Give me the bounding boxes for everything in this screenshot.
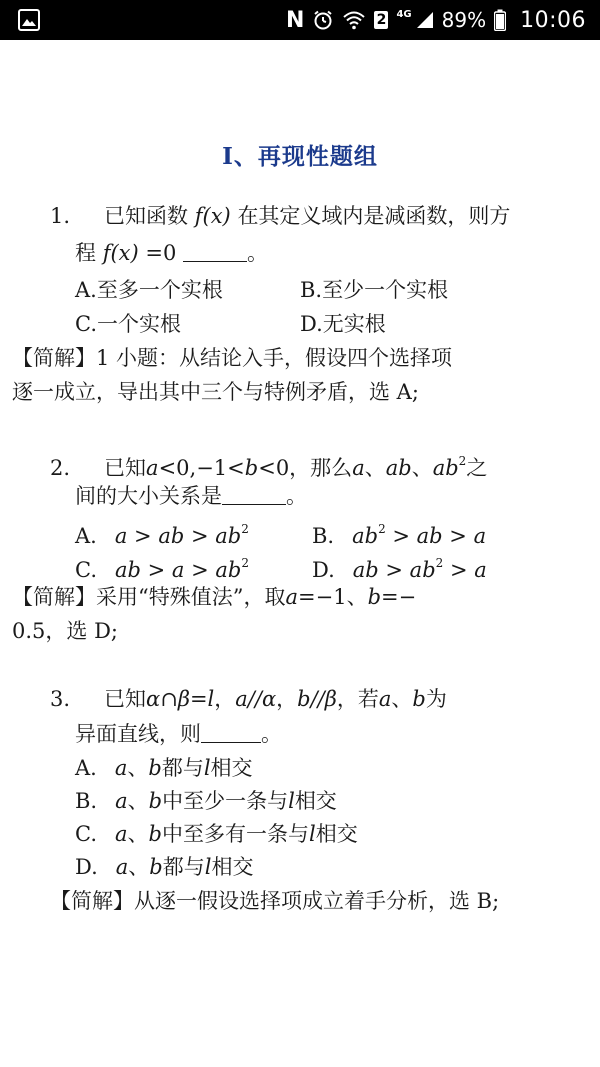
option-text: 、 bbox=[127, 822, 149, 846]
q2-text: 已知 bbox=[104, 456, 147, 480]
q1-equation: =0 bbox=[145, 241, 177, 265]
q2-text: <0,−1< bbox=[158, 456, 245, 480]
math-a: a bbox=[146, 456, 159, 480]
network-type-label: 4G bbox=[396, 8, 412, 20]
math-expr: > ab > a bbox=[385, 524, 487, 548]
sim-slot-icon: 2 bbox=[374, 11, 388, 29]
math-l: l bbox=[204, 855, 212, 879]
q2-line-2 bbox=[75, 481, 307, 511]
q3-text: ， bbox=[276, 687, 298, 711]
math-x: (x) bbox=[202, 204, 231, 228]
alarm-icon bbox=[312, 9, 334, 31]
superscript: 2 bbox=[435, 556, 444, 570]
q3-option-c bbox=[75, 819, 358, 849]
superscript: 2 bbox=[458, 454, 467, 468]
q1-text: 已知函数 bbox=[104, 204, 189, 228]
option-text: 、 bbox=[127, 756, 149, 780]
math-expr: > ab > ab bbox=[127, 524, 242, 548]
option-label: B. bbox=[312, 524, 335, 548]
math-a: a bbox=[352, 456, 365, 480]
q2-option-b bbox=[312, 514, 486, 551]
superscript: 2 bbox=[241, 556, 249, 570]
q2-option-d bbox=[312, 548, 487, 585]
math-l: l bbox=[203, 756, 211, 780]
option-label: A. bbox=[75, 524, 97, 548]
q2-text: 、 bbox=[364, 456, 386, 480]
superscript: 2 bbox=[241, 522, 249, 536]
math-a: a bbox=[115, 855, 129, 879]
q3-text: 为 bbox=[425, 687, 447, 711]
punctuation: 。 bbox=[261, 722, 282, 746]
math-l: l bbox=[308, 822, 316, 846]
math-x: (x) bbox=[110, 241, 139, 265]
option-label: D. bbox=[312, 558, 335, 582]
q1-option-d: D.无实根 bbox=[300, 312, 386, 336]
q3-text: ，若 bbox=[336, 687, 379, 711]
q1-solution-line-1: 【简解】1 小题：从结论入手，假设四个选择项 bbox=[12, 346, 453, 370]
q2-line-1 bbox=[50, 446, 487, 483]
wifi-icon bbox=[342, 10, 366, 30]
option-text: 中至少一条与 bbox=[162, 789, 289, 813]
nfc-icon: N bbox=[286, 7, 305, 33]
math-a: a bbox=[115, 789, 128, 813]
q3-text: 已知 bbox=[104, 687, 147, 711]
clock: 10:06 bbox=[520, 7, 586, 33]
math-expr: ab bbox=[352, 524, 379, 548]
math-f: f bbox=[194, 204, 203, 228]
option-text: 相交 bbox=[210, 756, 253, 780]
math-intersection: α∩β=l bbox=[146, 687, 215, 711]
punctuation: 。 bbox=[286, 484, 307, 508]
status-bar bbox=[0, 0, 600, 40]
answer-blank bbox=[222, 484, 286, 505]
option-label: D. bbox=[75, 855, 98, 879]
q3-text: ， bbox=[214, 687, 236, 711]
q3-text: 异面直线，则 bbox=[75, 722, 201, 746]
solution-text: =−1、 bbox=[298, 585, 368, 609]
math-b: b bbox=[149, 855, 163, 879]
option-label: A. bbox=[75, 756, 97, 780]
math-expr: > a bbox=[443, 558, 487, 582]
option-text: 都与 bbox=[161, 756, 204, 780]
q1-number: 1. bbox=[50, 204, 71, 228]
math-expr: a bbox=[114, 524, 128, 548]
q2-text: 、 bbox=[411, 456, 433, 480]
option-text: 中至多有一条与 bbox=[161, 822, 309, 846]
section-title: Ⅰ、再现性题组 bbox=[222, 143, 378, 170]
option-text: 相交 bbox=[294, 789, 337, 813]
q2-number: 2. bbox=[50, 456, 71, 480]
solution-text: =− bbox=[381, 585, 417, 609]
solution-text: 【简解】采用“特殊值法”，取 bbox=[12, 585, 286, 609]
option-label: C. bbox=[75, 822, 97, 846]
math-ab: ab bbox=[432, 456, 459, 480]
answer-blank bbox=[183, 241, 247, 262]
gallery-notification-icon bbox=[18, 9, 40, 35]
q1-text-cont: 在其定义域内是减函数，则方 bbox=[237, 204, 511, 228]
math-parallel: a//α bbox=[235, 687, 277, 711]
q1-option-b: B.至少一个实根 bbox=[300, 278, 449, 302]
q3-line-1 bbox=[50, 684, 447, 714]
q3-option-d bbox=[75, 852, 253, 882]
q3-line-2 bbox=[75, 719, 282, 749]
q2-text: <0，那么 bbox=[258, 456, 353, 480]
math-b: b bbox=[367, 585, 382, 609]
q3-solution: 【简解】从逐一假设选择项成立着手分析，选 B; bbox=[50, 889, 500, 913]
math-ab: ab bbox=[385, 456, 412, 480]
superscript: 2 bbox=[378, 522, 386, 536]
math-a: a bbox=[114, 756, 128, 780]
option-text: 、 bbox=[128, 855, 150, 879]
q2-text: 间的大小关系是 bbox=[75, 484, 222, 508]
math-l: l bbox=[288, 789, 295, 813]
math-f: f bbox=[102, 241, 111, 265]
option-label: B. bbox=[75, 789, 98, 813]
option-text: 相交 bbox=[211, 855, 254, 879]
q1-line-2 bbox=[75, 238, 268, 268]
math-parallel: b//β bbox=[297, 687, 337, 711]
punctuation: 。 bbox=[247, 241, 269, 265]
q2-option-c bbox=[75, 548, 249, 585]
q3-text: 、 bbox=[391, 687, 413, 711]
option-text: 、 bbox=[127, 789, 149, 813]
q3-option-b bbox=[75, 786, 337, 816]
math-a: a bbox=[378, 687, 392, 711]
q1-option-c: C.一个实根 bbox=[75, 312, 181, 336]
answer-blank bbox=[201, 722, 261, 743]
battery-icon bbox=[494, 9, 506, 31]
math-a: a bbox=[285, 585, 299, 609]
math-b: b bbox=[244, 456, 259, 480]
battery-percent: 89% bbox=[441, 8, 487, 32]
signal-icon bbox=[416, 11, 434, 29]
math-expr: ab > ab bbox=[352, 558, 436, 582]
q3-number: 3. bbox=[50, 687, 71, 711]
q1-solution-line-2: 逐一成立，导出其中三个与特例矛盾，选 A; bbox=[12, 380, 419, 404]
math-b: b bbox=[148, 789, 163, 813]
math-expr: ab > a > ab bbox=[115, 558, 242, 582]
q2-option-a bbox=[75, 514, 249, 551]
option-label: C. bbox=[75, 558, 97, 582]
q2-solution-line-1 bbox=[12, 582, 416, 612]
q1-option-a: A.至多一个实根 bbox=[75, 278, 223, 302]
q1-line-1 bbox=[50, 201, 510, 231]
math-a: a bbox=[115, 822, 128, 846]
math-b: b bbox=[412, 687, 426, 711]
q1-text: 程 bbox=[75, 241, 96, 265]
math-b: b bbox=[148, 822, 162, 846]
math-b: b bbox=[148, 756, 162, 780]
q2-text: 之 bbox=[466, 456, 488, 480]
option-text: 相交 bbox=[315, 822, 358, 846]
q2-solution-line-2: 0.5，选 D; bbox=[12, 619, 118, 643]
q3-option-a bbox=[75, 753, 253, 783]
option-text: 都与 bbox=[162, 855, 205, 879]
